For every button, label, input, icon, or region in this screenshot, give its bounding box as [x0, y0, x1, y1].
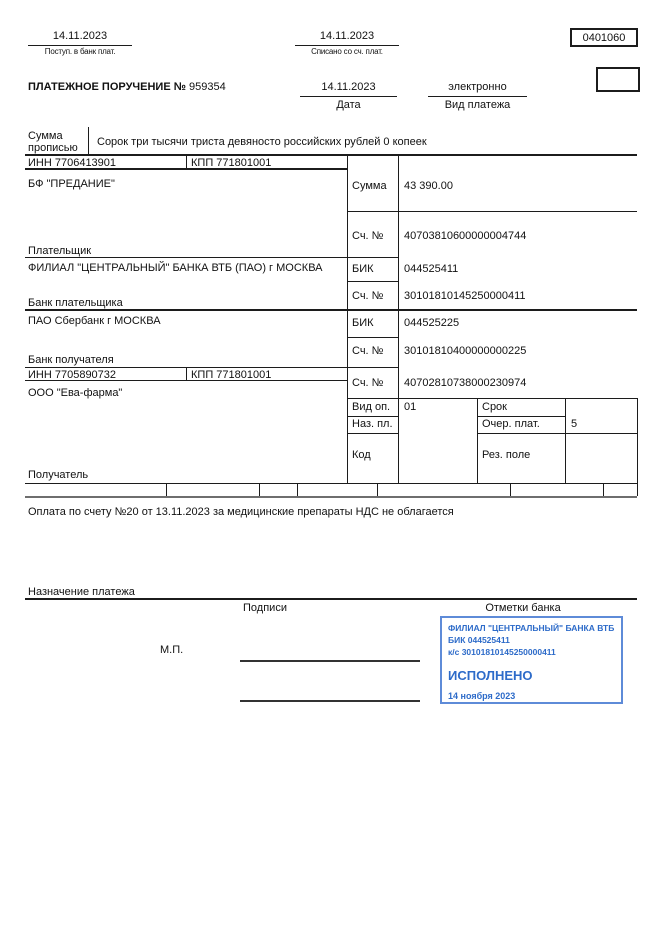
payer-inn: ИНН 7706413901	[28, 157, 117, 169]
line	[25, 598, 637, 600]
stamp-corr-account: к/с 30101810145250000411	[448, 647, 556, 657]
document-date: 14.11.2023	[321, 81, 376, 93]
receiver-inn: ИНН 7705890732	[28, 369, 117, 381]
line	[347, 211, 637, 212]
stamp-date: 14 ноября 2023	[448, 691, 516, 701]
line	[477, 416, 565, 417]
vid-op-label: Вид оп.	[352, 401, 391, 413]
line	[347, 154, 348, 483]
payer-kpp: КПП 771801001	[191, 157, 272, 169]
line	[297, 483, 298, 496]
line	[25, 154, 637, 156]
receiver-name: ООО "Ева-фарма"	[28, 387, 123, 399]
line	[637, 398, 638, 496]
line	[347, 337, 398, 338]
stamp-bank-name: ФИЛИАЛ "ЦЕНТРАЛЬНЫЙ" БАНКА ВТБ	[448, 623, 615, 633]
form-code-box	[570, 28, 638, 47]
stamp-status: ИСПОЛНЕНО	[448, 668, 533, 683]
payer-bank-name: ФИЛИАЛ "ЦЕНТРАЛЬНЫЙ" БАНКА ВТБ (ПАО) г МОСКВА	[28, 262, 323, 274]
line	[347, 433, 399, 434]
signature-line	[240, 660, 420, 662]
payer-account: 40703810600000004744	[404, 230, 527, 242]
naz-pl-label: Наз. пл.	[352, 418, 393, 430]
srok-label: Срок	[482, 401, 507, 413]
receiver-kpp: КПП 771801001	[191, 369, 272, 381]
date-debited-label: Списано со сч. плат.	[311, 47, 383, 56]
line	[25, 496, 637, 498]
line	[259, 483, 260, 496]
bank-marks-label: Отметки банка	[485, 602, 561, 614]
payer-name: БФ "ПРЕДАНИЕ"	[28, 178, 115, 190]
payer-bank-bik: 044525411	[404, 263, 459, 275]
receiver-label: Получатель	[28, 469, 89, 481]
date-debited: 14.11.2023	[319, 30, 375, 42]
line	[477, 398, 478, 483]
title-text: ПЛАТЕЖНОЕ ПОРУЧЕНИЕ №	[28, 81, 186, 93]
ocher-plat-label: Очер. плат.	[482, 418, 540, 430]
payer-label: Плательщик	[28, 245, 92, 257]
line	[28, 45, 132, 46]
line	[428, 96, 527, 97]
receiver-bank-account: 30101810400000000225	[404, 345, 527, 357]
date-received-bank-label: Поступ. в банк плат.	[44, 47, 116, 56]
line	[377, 483, 378, 496]
line	[295, 45, 399, 46]
receiver-bank-bik-label: БИК	[352, 317, 374, 329]
vid-op-value: 01	[404, 401, 417, 413]
line	[186, 154, 187, 168]
line	[88, 127, 89, 154]
line	[25, 367, 398, 368]
purpose-text: Оплата по счету №20 от 13.11.2023 за медицинские препараты НДС не облагается	[28, 506, 454, 518]
line	[166, 483, 167, 496]
payer-bank-account: 30101810145250000411	[404, 290, 526, 302]
receiver-account-label: Сч. №	[352, 377, 384, 389]
payment-kind-label: Вид платежа	[444, 99, 511, 111]
payer-bank-label: Банк плательщика	[28, 297, 123, 309]
line	[300, 96, 397, 97]
receiver-bank-name: ПАО Сбербанк г МОСКВА	[28, 315, 161, 327]
line	[510, 483, 511, 496]
payer-account-label: Сч. №	[352, 230, 384, 242]
kod-label: Код	[352, 449, 371, 461]
line	[603, 483, 604, 496]
receiver-bank-label: Банк получателя	[28, 354, 114, 366]
bank-stamp	[440, 616, 623, 704]
receiver-bank-account-label: Сч. №	[352, 345, 384, 357]
line	[25, 257, 398, 258]
amount-label: Сумма	[352, 180, 387, 192]
mp-label: М.П.	[160, 644, 184, 656]
receiver-bank-bik: 044525225	[404, 317, 460, 329]
amount-words: Сорок три тысячи триста девяносто российских рублей 0 копеек	[97, 136, 427, 148]
receiver-account: 40702810738000230974	[404, 377, 527, 389]
date-received-bank: 14.11.2023	[52, 30, 108, 42]
line	[565, 398, 566, 483]
line	[347, 281, 398, 282]
line	[347, 398, 637, 399]
signature-line	[240, 700, 420, 702]
date-label: Дата	[336, 99, 361, 111]
amount-words-label: Сумма прописью	[28, 130, 78, 154]
document-number: 959354	[189, 81, 226, 93]
rez-pole-label: Рез. поле	[482, 449, 531, 461]
document-title	[28, 81, 226, 93]
line	[398, 154, 399, 483]
signatures-label: Подписи	[243, 602, 287, 614]
line	[186, 367, 187, 380]
payer-bank-bik-label: БИК	[352, 263, 374, 275]
payer-bank-account-label: Сч. №	[352, 290, 384, 302]
line	[477, 433, 637, 434]
line	[347, 416, 399, 417]
form-code: 0401060	[582, 32, 626, 44]
purpose-label: Назначение платежа	[28, 586, 135, 598]
line	[25, 309, 637, 311]
ocher-plat-value: 5	[571, 418, 578, 430]
line	[25, 483, 637, 484]
stamp-bik: БИК 044525411	[448, 635, 510, 645]
amount-value: 43 390.00	[404, 180, 453, 192]
payment-kind: электронно	[448, 81, 507, 93]
empty-corner-box	[596, 67, 640, 92]
